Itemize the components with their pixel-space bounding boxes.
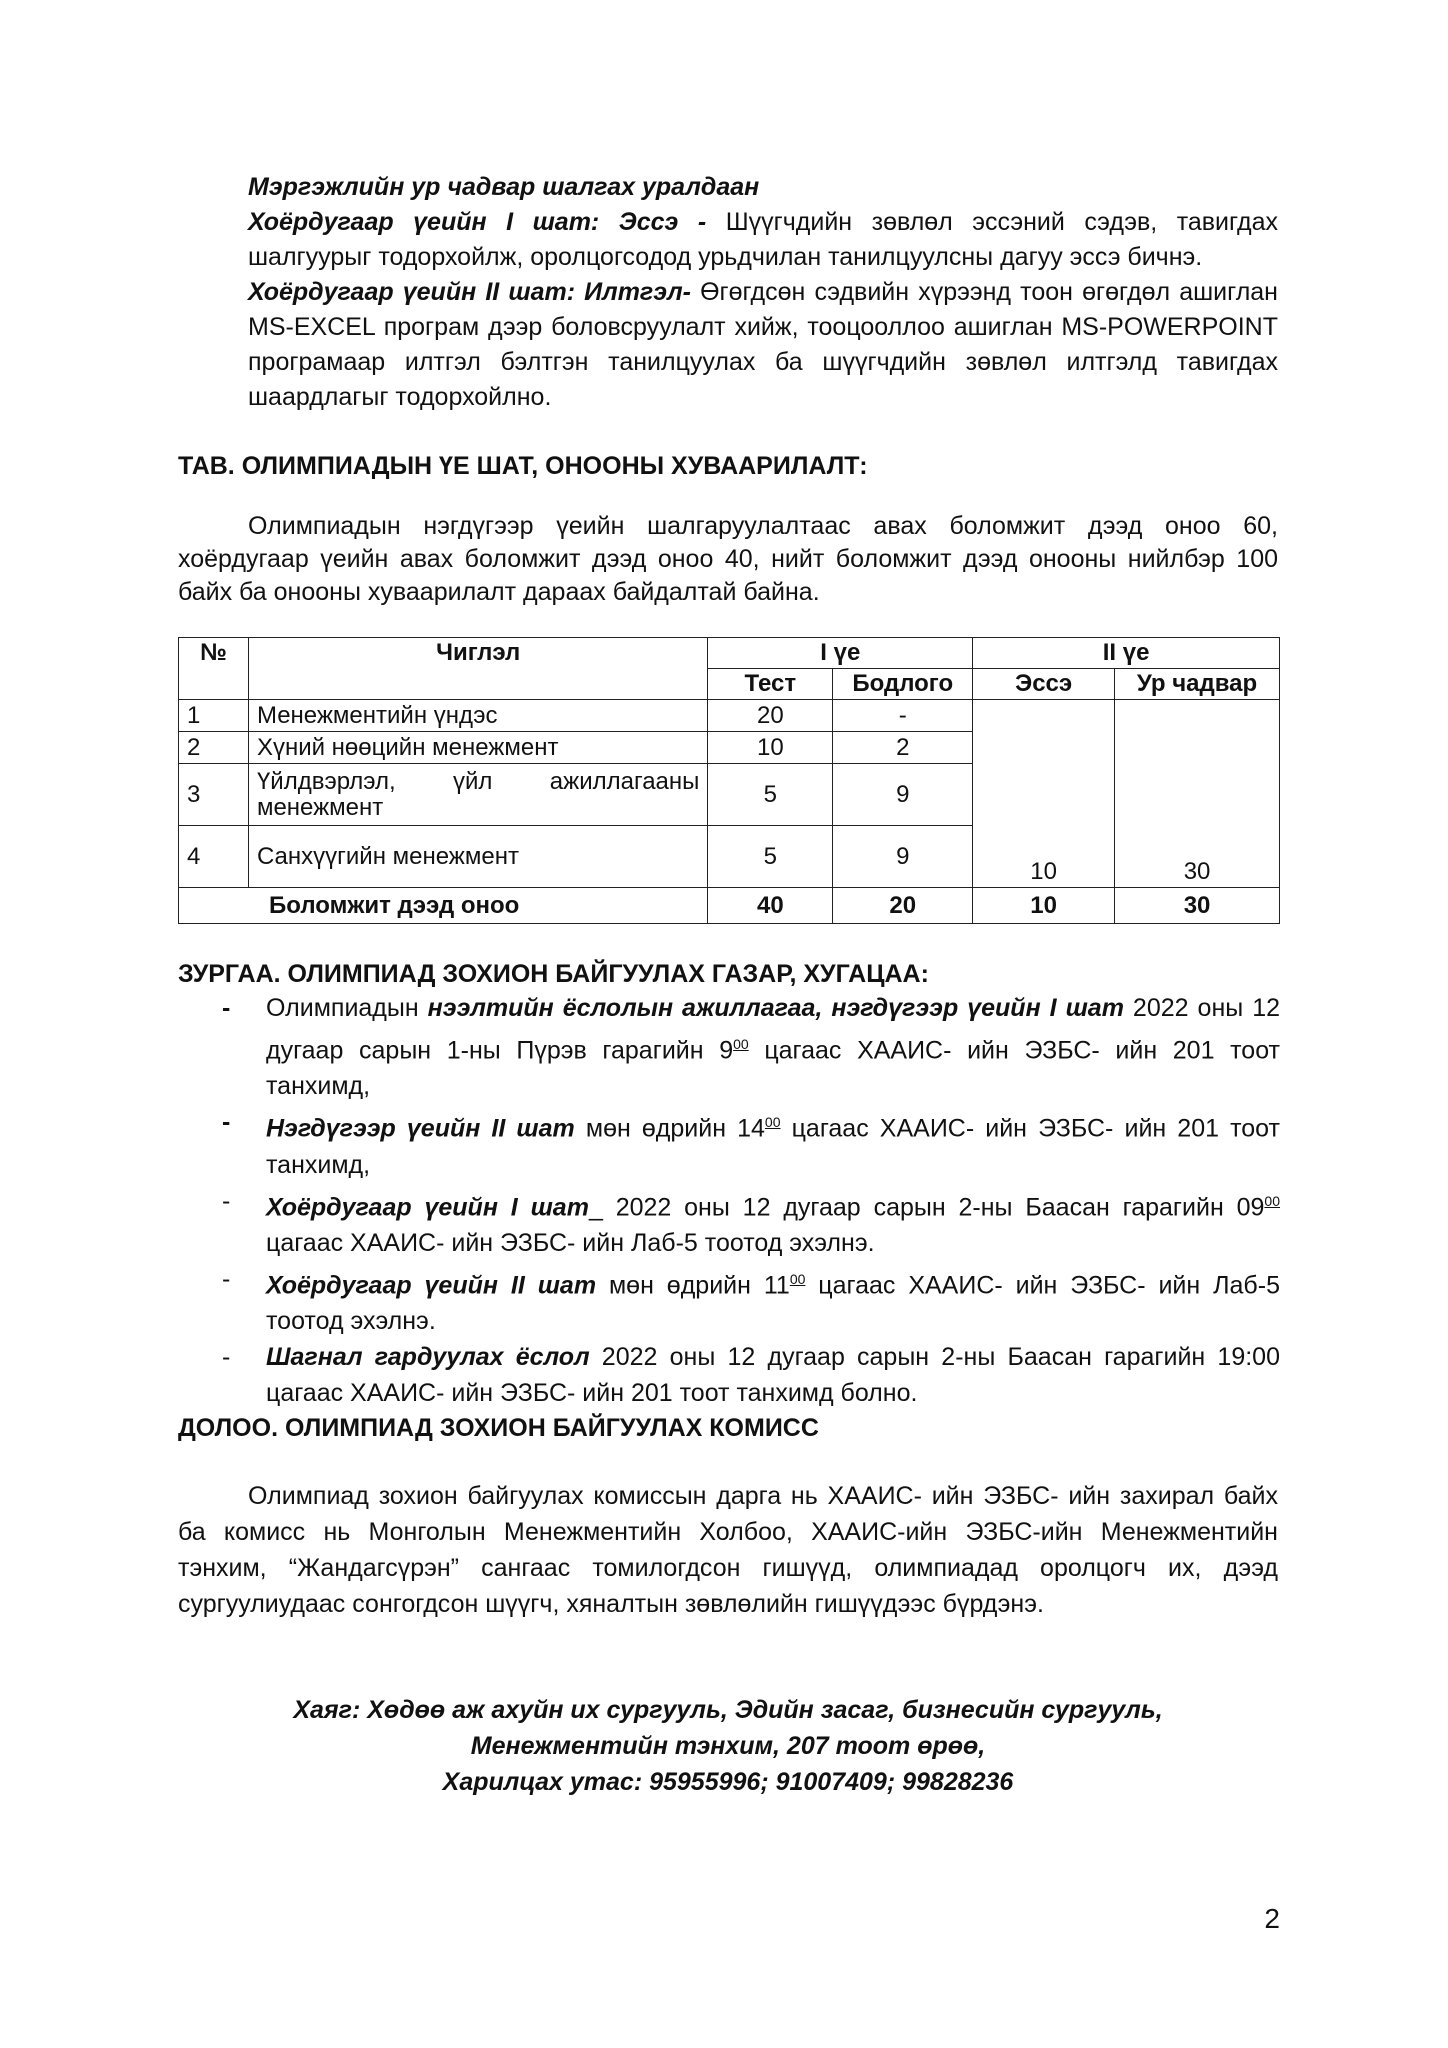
item-text: 2022 оны 12 дугаар сарын 1-ны Пүрэв гарагийн 9 [266, 994, 1281, 1065]
contact-department: Менежментийн тэнхим, 207 тоот өрөө, [470, 1732, 986, 1760]
row-no: 3 [179, 764, 249, 826]
list-dash: - [222, 1186, 231, 1215]
row-no: 1 [179, 700, 249, 732]
section5-heading: ТАВ. ОЛИМПИАДЫН ҮЕ ШАТ, ОНООНЫ ХУВААРИЛАЛТ: [178, 452, 868, 480]
list-dash: - [222, 1264, 231, 1293]
total-test: 40 [708, 888, 833, 924]
row-problem: - [833, 700, 973, 732]
stage2-text: Өгөгдсөн сэдвийн хүрээнд тоон өгөгдөл ашиглан MS-EXCEL програм дээр боловсруулалт хийж, тооцооллоо ашиглан MS-POWERPOINT програмаар илтгэл бэлтгэн танилцуулах ба шүүгчдийн зөвлөл илтгэлд тавигдах шаардлагыг тодорхойлно. [248, 278, 1278, 411]
row-test: 10 [708, 732, 833, 764]
list-item [210, 1104, 1280, 1182]
section6-heading: ЗУРГАА. ОЛИМПИАД ЗОХИОН БАЙГУУЛАХ ГАЗАР, ХУГАЦАА: [178, 960, 929, 988]
list-item [210, 1183, 1280, 1261]
table-header-row-1 [179, 638, 1280, 669]
stage1-text: Шүүгчдийн зөвлөл эссэний сэдэв, тавигдах шалгуурыг тодорхойлж, оролцогсодод урьдчилан танилцуулсны дагуу эссэ бичнэ. [248, 208, 1278, 271]
row-problem: 2 [833, 732, 973, 764]
item-sup: 00 [1264, 1192, 1280, 1209]
committee-section [178, 1478, 1278, 1622]
list-item [210, 1261, 1280, 1339]
intro-paragraph: Олимпиадын нэгдүгээр үеийн шалгаруулалтаас авах боломжит дээд оноо 60, хоёрдугаар үеийн авах боломжит дээд оноо 40, нийт боломжит дээд онооны нийлбэр 100 байх ба онооны хуваарилалт дараах байдалтай байна. [178, 512, 1278, 606]
section7-heading: ДОЛОО. ОЛИМПИАД ЗОХИОН БАЙГУУЛАХ КОМИСС [178, 1414, 819, 1442]
venue-list [210, 990, 1280, 1411]
contact-phone: Харилцах утас: 95955996; 91007409; 99828236 [442, 1768, 1014, 1796]
list-item [210, 990, 1280, 1104]
stage1-paragraph [248, 205, 1278, 275]
item-sup: 00 [733, 1036, 749, 1052]
competition-section [248, 170, 1278, 415]
item-sup: 00 [764, 1114, 781, 1131]
row-test: 20 [708, 700, 833, 732]
item-text-end: цагаас ХААИС- ийн ЭЗБС- ийн Лаб-5 тоотод эхэлнэ. [266, 1228, 875, 1257]
row-name: Менежментийн үндэс [248, 700, 707, 732]
header-problem: Бодлого [833, 669, 973, 700]
item-bold: Хоёрдугаар үеийн I шат [266, 1192, 589, 1221]
header-round1: I үе [708, 638, 973, 669]
item-bold: Хоёрдугаар үеийн II шат [266, 1271, 597, 1300]
list-item [210, 1339, 1280, 1411]
row-name: Үйлдвэрлэл, үйл ажиллагааны менежмент [248, 764, 707, 826]
header-direction: Чиглэл [248, 638, 707, 700]
contact-block [178, 1692, 1278, 1800]
item-bold: Шагнал гардуулах ёслол [266, 1343, 590, 1372]
committee-paragraph: Олимпиад зохион байгуулах комиссын дарга нь ХААИС- ийн ЭЗБС- ийн захирал байх ба комисс нь Монголын Менежментийн Холбоо, ХААИС-ийн ЭЗБС-ийн Менежментийн тэнхим, “Жандагсүрэн” сангаас томилогдсон гишүүд, олимпиадад оролцогч их, дээд сургуулиудаас сонгогдсон шүүгч, хяналтын зөвлөлийн гишүүдээс бүрдэнэ. [178, 1482, 1278, 1618]
item-text-end: цагаас ХААИС- ийн ЭЗБС- ийн 201 тоот танхимд, [266, 1114, 1280, 1179]
item-text: _ 2022 оны 12 дугаар сарын 2-ны Баасан гарагийн 09 [588, 1192, 1265, 1221]
item-text-end: цагаас ХААИС- ийн ЭЗБС- ийн 201 тоот танхимд, [266, 1036, 1280, 1101]
total-label: Боломжит дээд оноо [179, 888, 708, 924]
stage1-label: Хоёрдугаар үеийн I шат: Эссэ - [248, 208, 707, 236]
item-text: мөн өдрийн 14 [574, 1114, 765, 1143]
list-dash: - [222, 1108, 231, 1137]
row-no: 2 [179, 732, 249, 764]
list-dash: - [222, 1343, 231, 1372]
header-essay: Эссэ [973, 669, 1115, 700]
section5-intro [178, 510, 1278, 609]
table-row [179, 700, 1280, 732]
section-title: Мэргэжлийн ур чадвар шалгах уралдаан [248, 173, 760, 201]
header-no: № [179, 638, 249, 700]
item-text: 2022 оны 12 дугаар сарын 2-ны Баасан гарагийн 19:00 цагаас ХААИС- ийн ЭЗБС- ийн 201 тоот танхимд болно. [266, 1343, 1280, 1408]
row-problem: 9 [833, 764, 973, 826]
stage2-label: Хоёрдугаар үеийн II шат: Илтгэл- [248, 278, 691, 306]
item-text-end: цагаас ХААИС- ийн ЭЗБС- ийн Лаб-5 тоотод эхэлнэ. [266, 1271, 1280, 1336]
row-name: Хүний нөөцийн менежмент [248, 732, 707, 764]
row-no: 4 [179, 826, 249, 888]
essay-value: 10 [973, 700, 1115, 888]
skill-value: 30 [1115, 700, 1280, 888]
header-test: Тест [708, 669, 833, 700]
table-total-row [179, 888, 1280, 924]
row-name: Санхүүгийн менежмент [248, 826, 707, 888]
item-bold: Нэгдүгээр үеийн II шат [266, 1114, 575, 1143]
contact-address: Хаяг: Хөдөө аж ахуйн их сургууль, Эдийн засаг, бизнесийн сургууль, [293, 1696, 1163, 1724]
item-sup: 00 [789, 1270, 806, 1287]
item-pre: Олимпиадын [266, 994, 428, 1022]
item-text: мөн өдрийн 11 [596, 1271, 790, 1300]
total-essay: 10 [973, 888, 1115, 924]
total-skill: 30 [1115, 888, 1280, 924]
score-table [178, 637, 1280, 924]
stage2-paragraph [248, 275, 1278, 415]
list-dash: - [222, 994, 231, 1022]
page-number: 2 [1264, 1903, 1280, 1934]
header-round2: II үе [973, 638, 1280, 669]
row-test: 5 [708, 764, 833, 826]
header-skill: Ур чадвар [1115, 669, 1280, 700]
total-problem: 20 [833, 888, 973, 924]
row-test: 5 [708, 826, 833, 888]
item-bold: нээлтийн ёслолын ажиллагаа, нэгдүгээр үеийн I шат [427, 994, 1124, 1022]
row-problem: 9 [833, 826, 973, 888]
